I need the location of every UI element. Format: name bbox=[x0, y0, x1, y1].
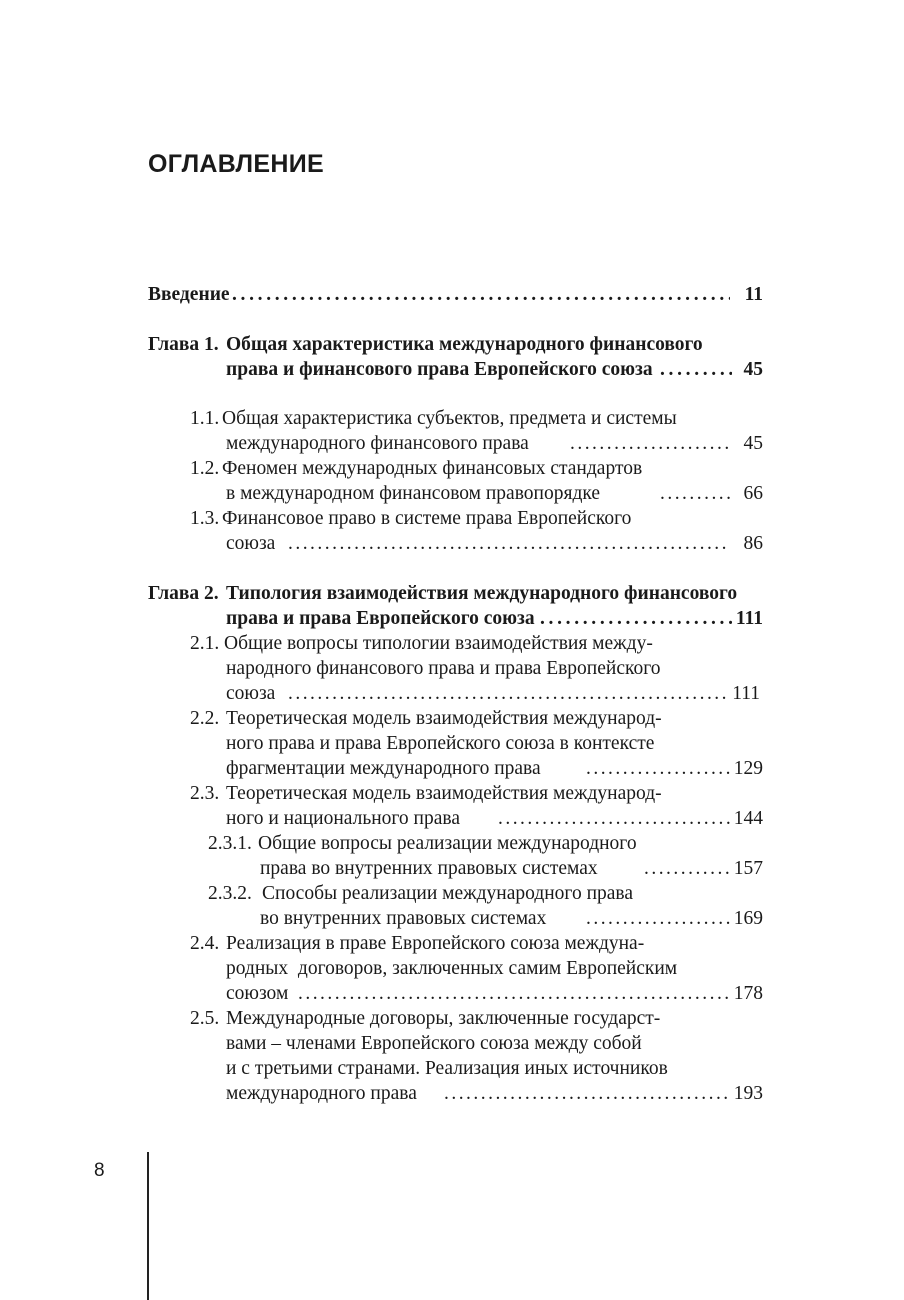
toc-page-number: 178 bbox=[733, 983, 763, 1004]
section-title: союза bbox=[226, 683, 276, 704]
toc-section-2-5-cont2 bbox=[0, 1056, 904, 1081]
section-number: 1.3. bbox=[190, 508, 220, 529]
toc-section-2-3 bbox=[0, 781, 904, 806]
section-title: вами – членами Европейского союза между собой bbox=[226, 1033, 642, 1054]
toc-section-2-5-cont bbox=[0, 1031, 904, 1056]
toc-section-1-1-cont bbox=[0, 431, 904, 456]
toc-section-1-2-cont bbox=[0, 481, 904, 506]
section-number: 2.5. bbox=[190, 1008, 220, 1029]
toc-page-number: 157 bbox=[733, 858, 763, 879]
toc-page-number: 45 bbox=[743, 359, 763, 380]
toc-page-number: 144 bbox=[733, 808, 763, 829]
section-title: международного финансового права bbox=[226, 433, 529, 454]
toc-leader bbox=[288, 681, 728, 706]
section-title: фрагментации международного права bbox=[226, 758, 541, 779]
toc-chapter-1 bbox=[0, 332, 904, 357]
toc-section-2-5 bbox=[0, 1006, 904, 1031]
toc-leader bbox=[586, 906, 730, 931]
toc-section-2-1-cont2 bbox=[0, 681, 904, 706]
section-title: Финансовое право в системе права Европейского bbox=[222, 508, 632, 529]
toc-section-2-5-cont3 bbox=[0, 1081, 904, 1106]
section-title: союза bbox=[226, 533, 276, 554]
section-title: родных договоров, заключенных самим Европейским bbox=[226, 958, 678, 979]
toc-page-number: 169 bbox=[733, 908, 763, 929]
section-title: Феномен международных финансовых стандартов bbox=[222, 458, 643, 479]
folio-divider bbox=[147, 1152, 149, 1300]
section-number: 2.3.2. bbox=[208, 883, 252, 904]
chapter-title: Типология взаимодействия международного финансового bbox=[226, 583, 738, 604]
toc-section-2-4-cont bbox=[0, 956, 904, 981]
chapter-label: Глава 1. bbox=[148, 334, 219, 355]
toc-section-2-3-cont bbox=[0, 806, 904, 831]
section-title: в международном финансовом правопорядке bbox=[226, 483, 601, 504]
toc-section-1-1 bbox=[0, 406, 904, 431]
section-title: Общие вопросы типологии взаимодействия между- bbox=[224, 633, 653, 654]
toc-leader bbox=[444, 1081, 730, 1106]
toc-entry-intro bbox=[0, 282, 904, 307]
toc-section-2-2-cont2 bbox=[0, 756, 904, 781]
section-title: международного права bbox=[226, 1083, 417, 1104]
section-title: Теоретическая модель взаимодействия международ- bbox=[226, 783, 662, 804]
toc-leader bbox=[498, 806, 730, 831]
toc-chapter-2-cont bbox=[0, 606, 904, 631]
chapter-title: права и права Европейского союза bbox=[226, 608, 535, 629]
section-number: 1.1. bbox=[190, 408, 220, 429]
toc-section-2-4 bbox=[0, 931, 904, 956]
section-number: 2.2. bbox=[190, 708, 220, 729]
section-title: Международные договоры, заключенные государст- bbox=[226, 1008, 661, 1029]
toc-subsection-2-3-2 bbox=[0, 881, 904, 906]
toc-page-number: 111 bbox=[732, 683, 760, 704]
toc-section-2-2-cont bbox=[0, 731, 904, 756]
section-title: во внутренних правовых системах bbox=[260, 908, 547, 929]
section-number: 1.2. bbox=[190, 458, 220, 479]
toc-leader bbox=[570, 431, 730, 456]
toc-section-1-3-cont bbox=[0, 531, 904, 556]
toc-leader bbox=[660, 357, 732, 382]
page-title: ОГЛАВЛЕНИЕ bbox=[148, 150, 324, 178]
chapter-label: Глава 2. bbox=[148, 583, 219, 604]
section-number: 2.1. bbox=[190, 633, 220, 654]
toc-subsection-2-3-1-cont bbox=[0, 856, 904, 881]
toc-section-1-2 bbox=[0, 456, 904, 481]
toc-leader bbox=[298, 981, 730, 1006]
toc-entry-title: Введение bbox=[148, 284, 230, 305]
toc-section-2-1 bbox=[0, 631, 904, 656]
section-title: народного финансового права и права Европейского bbox=[226, 658, 661, 679]
toc-leader bbox=[288, 531, 730, 556]
toc-page-number: 66 bbox=[743, 483, 763, 504]
toc-leader bbox=[540, 606, 732, 631]
section-title: права во внутренних правовых системах bbox=[260, 858, 598, 879]
toc-page-number: 11 bbox=[744, 284, 763, 305]
toc-chapter-1-cont bbox=[0, 357, 904, 382]
section-number: 2.3. bbox=[190, 783, 220, 804]
toc-page-number: 129 bbox=[733, 758, 763, 779]
section-number: 2.3.1. bbox=[208, 833, 252, 854]
section-title: и с третьими странами. Реализация иных источников bbox=[226, 1058, 668, 1079]
section-number: 2.4. bbox=[190, 933, 220, 954]
toc-page-number: 111 bbox=[735, 608, 763, 629]
section-title: Общая характеристика субъектов, предмета и системы bbox=[222, 408, 677, 429]
chapter-title: права и финансового права Европейского союза bbox=[226, 359, 653, 380]
section-title: союзом bbox=[226, 983, 289, 1004]
section-title: Общие вопросы реализации международного bbox=[258, 833, 637, 854]
toc-leader bbox=[232, 282, 730, 307]
toc-chapter-2 bbox=[0, 581, 904, 606]
toc-section-1-3 bbox=[0, 506, 904, 531]
section-title: ного права и права Европейского союза в контексте bbox=[226, 733, 655, 754]
toc-leader bbox=[586, 756, 730, 781]
section-title: Способы реализации международного права bbox=[262, 883, 634, 904]
toc-page-number: 45 bbox=[743, 433, 763, 454]
toc-leader bbox=[644, 856, 730, 881]
section-title: ного и национального права bbox=[226, 808, 460, 829]
toc-section-2-4-cont2 bbox=[0, 981, 904, 1006]
section-title: Реализация в праве Европейского союза междуна- bbox=[226, 933, 645, 954]
toc-page-number: 193 bbox=[733, 1083, 763, 1104]
chapter-title: Общая характеристика международного финансового bbox=[226, 334, 703, 355]
section-title: Теоретическая модель взаимодействия международ- bbox=[226, 708, 662, 729]
toc-leader bbox=[660, 481, 730, 506]
toc-subsection-2-3-1 bbox=[0, 831, 904, 856]
toc-page-number: 86 bbox=[743, 533, 763, 554]
page-number: 8 bbox=[94, 1160, 105, 1181]
toc-section-2-1-cont bbox=[0, 656, 904, 681]
toc-subsection-2-3-2-cont bbox=[0, 906, 904, 931]
toc-section-2-2 bbox=[0, 706, 904, 731]
